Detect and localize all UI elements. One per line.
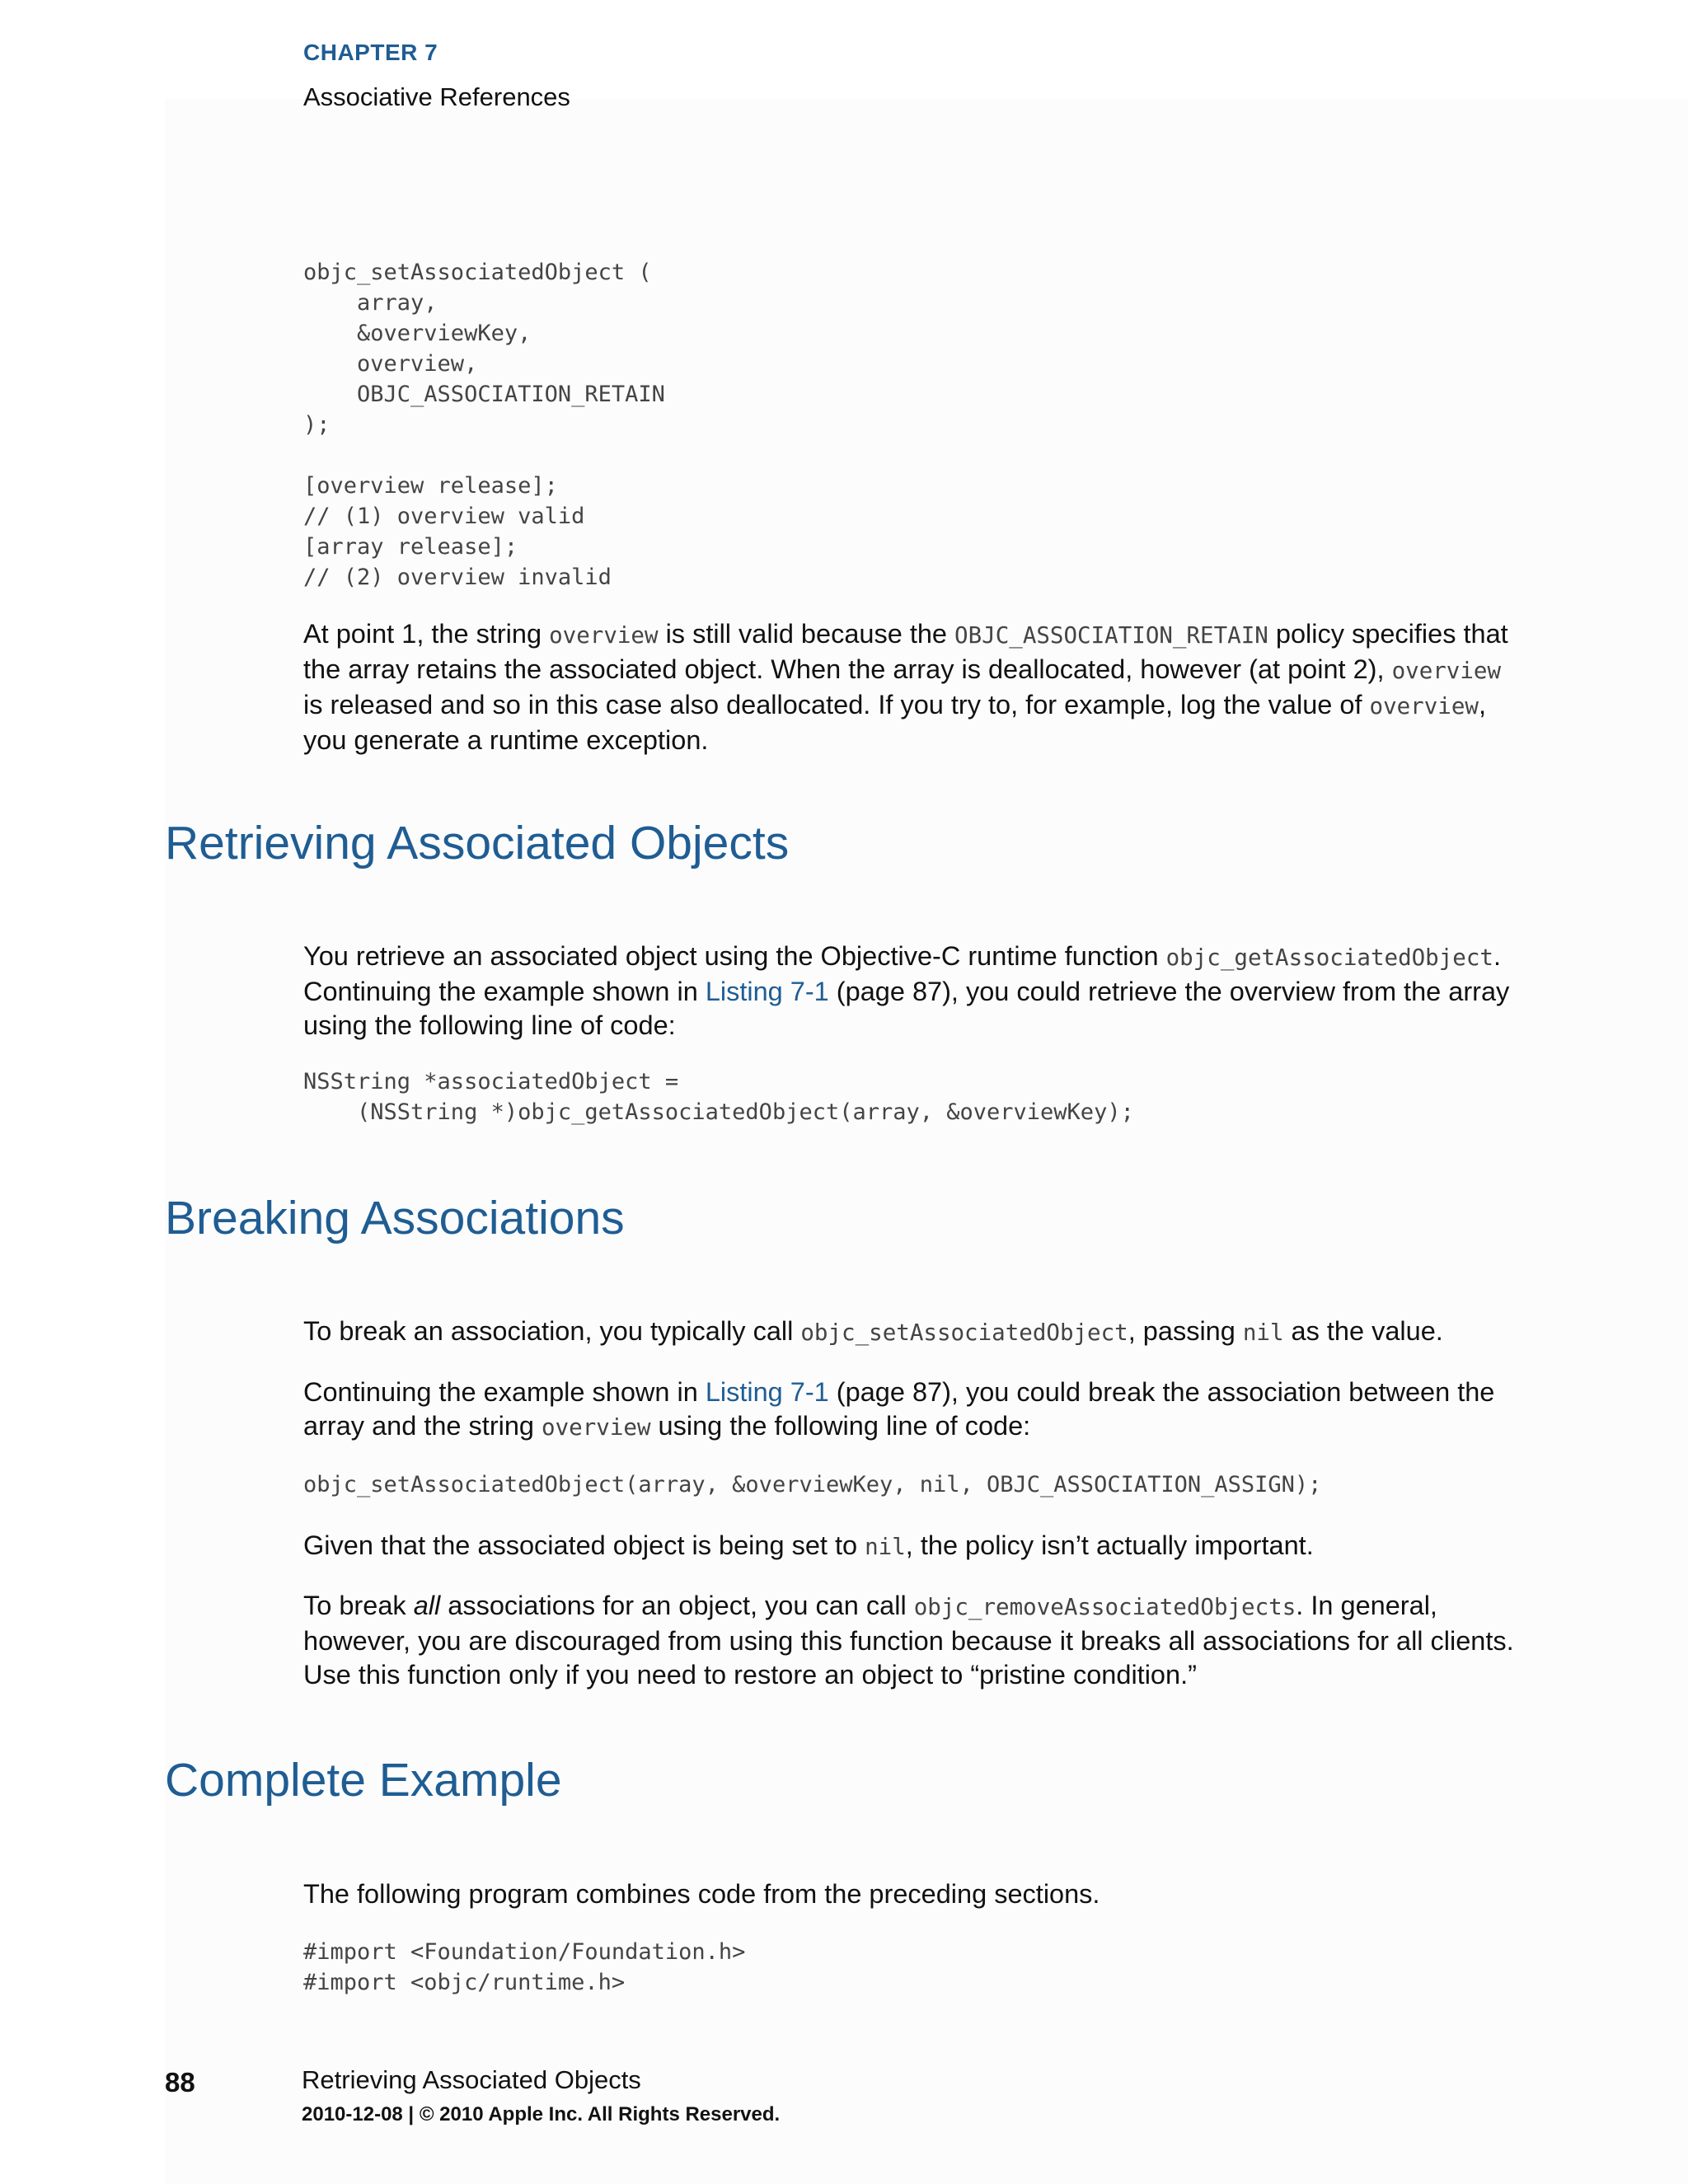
inline-code: objc_getAssociatedObject bbox=[1165, 944, 1493, 971]
text-run: , the policy isn’t actually important. bbox=[905, 1530, 1314, 1560]
paragraph-retrieve bbox=[303, 940, 1523, 1043]
text-run: Continuing the example shown in bbox=[303, 1377, 706, 1407]
text-run: To break an association, you typically call bbox=[303, 1316, 801, 1346]
text-run: You retrieve an associated object using the Objective-C runtime function bbox=[303, 941, 1166, 971]
paragraph bbox=[303, 1315, 1523, 1350]
text-run: , passing bbox=[1128, 1316, 1243, 1346]
code-block-imports bbox=[303, 1937, 1523, 1998]
text-run: associations for an object, you can call bbox=[440, 1591, 914, 1620]
listing-link[interactable]: Listing 7-1 bbox=[705, 1377, 829, 1407]
code-block-set-associated bbox=[303, 257, 1523, 593]
code-listing: #import <Foundation/Foundation.h> #import <objc/runtime.h> bbox=[303, 1939, 746, 1995]
section-heading-breaking: Breaking Associations bbox=[165, 1192, 625, 1244]
chapter-title: Associative References bbox=[303, 82, 570, 111]
text-run: . Continuing the example shown in bbox=[303, 941, 1501, 1006]
text-run: At point 1, the string bbox=[303, 619, 550, 649]
code-listing: objc_setAssociatedObject(array, &overviewKey, nil, OBJC_ASSOCIATION_ASSIGN); bbox=[303, 1472, 1322, 1497]
footer-copyright: 2010-12-08 | © 2010 Apple Inc. All Rights Reserved. bbox=[302, 2103, 781, 2125]
section-heading-retrieving: Retrieving Associated Objects bbox=[165, 817, 790, 869]
paragraph bbox=[303, 1589, 1523, 1692]
inline-code: overview bbox=[1369, 693, 1479, 719]
text-run: Given that the associated object is being set to bbox=[303, 1530, 865, 1560]
listing-link[interactable]: Listing 7-1 bbox=[705, 977, 829, 1006]
paragraph-policy-note bbox=[303, 1529, 1523, 1564]
code-listing: NSString *associatedObject = (NSString *)objc_getAssociatedObject(array, &overviewKey); bbox=[303, 1069, 1134, 1125]
text-run: policy specifies that the array retains the associated object. When the array is deallocated, however (at point 2), bbox=[303, 619, 1508, 684]
code-block-set-nil bbox=[303, 1469, 1523, 1500]
paragraph bbox=[303, 1376, 1523, 1445]
code-listing: objc_setAssociatedObject ( array, &overviewKey, overview, OBJC_ASSOCIATION_RETAIN ); [overview release]; // (1) overview valid [array release]; // (2) overview invalid bbox=[303, 260, 665, 590]
text-run: as the value. bbox=[1283, 1316, 1443, 1346]
paragraph-continue-example bbox=[303, 1376, 1523, 1445]
page-number: 88 bbox=[165, 2067, 195, 2097]
paragraph bbox=[303, 617, 1523, 757]
section-heading-complete: Complete Example bbox=[165, 1754, 562, 1807]
text-run: is released and so in this case also deallocated. If you try to, for example, log the value of bbox=[303, 690, 1370, 719]
text-run: using the following line of code: bbox=[650, 1411, 1031, 1441]
paragraph-point-explanation bbox=[303, 617, 1523, 757]
paragraph: The following program combines code from the preceding sections. bbox=[303, 1879, 1100, 1909]
footer-section-title: Retrieving Associated Objects bbox=[302, 2065, 641, 2094]
chapter-label: CHAPTER 7 bbox=[303, 40, 438, 65]
text-run: is still valid because the bbox=[658, 619, 955, 649]
text-run: (page 87), you could retrieve the overview from the array using the following line of code: bbox=[303, 977, 1510, 1040]
inline-code: nil bbox=[1242, 1319, 1284, 1346]
inline-code: overview bbox=[1391, 658, 1502, 684]
paragraph bbox=[303, 940, 1523, 1043]
inline-code: OBJC_ASSOCIATION_RETAIN bbox=[954, 622, 1268, 649]
inline-code: objc_removeAssociatedObjects bbox=[913, 1594, 1296, 1620]
emphasis: all bbox=[413, 1591, 441, 1620]
text-run: To break bbox=[303, 1591, 414, 1620]
paragraph bbox=[303, 1529, 1523, 1564]
paragraph-program-intro bbox=[303, 1877, 1523, 1911]
paragraph-break-association bbox=[303, 1315, 1523, 1350]
inline-code: objc_setAssociatedObject bbox=[800, 1319, 1128, 1346]
code-block-get-associated bbox=[303, 1066, 1523, 1127]
inline-code: nil bbox=[865, 1534, 906, 1560]
inline-code: overview bbox=[549, 622, 659, 649]
inline-code: overview bbox=[542, 1414, 651, 1441]
paragraph-remove-all bbox=[303, 1589, 1523, 1692]
text-run: . In general, however, you are discouraged from using this function because it breaks all associations for all clients. Use this function only if you need to restore an object to “pristine condition.” bbox=[303, 1591, 1514, 1690]
text-run: (page 87), you could break the association between the array and the string bbox=[303, 1377, 1495, 1441]
text-run: , you generate a runtime exception. bbox=[303, 690, 1486, 755]
